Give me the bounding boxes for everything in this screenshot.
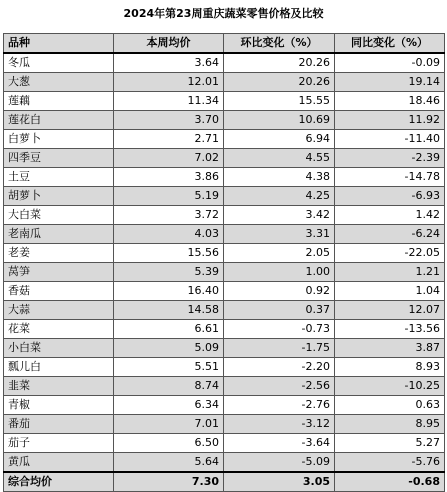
- cell-yoy-change: -6.93: [335, 187, 445, 206]
- cell-variety: 大葱: [4, 73, 114, 92]
- cell-variety: 瓢儿白: [4, 358, 114, 377]
- cell-variety: 莲花白: [4, 111, 114, 130]
- header-row: [4, 34, 445, 54]
- cell-yoy-change: 1.42: [335, 206, 445, 225]
- cell-yoy-change: -5.76: [335, 453, 445, 473]
- cell-avg-price: 15.56: [114, 244, 224, 263]
- summary-label: 综合均价: [4, 472, 114, 492]
- cell-wow-change: 20.26: [224, 73, 335, 92]
- cell-yoy-change: 18.46: [335, 92, 445, 111]
- cell-variety: 花菜: [4, 320, 114, 339]
- summary-row: [4, 472, 445, 492]
- cell-wow-change: 3.31: [224, 225, 335, 244]
- cell-wow-change: -1.75: [224, 339, 335, 358]
- table-row: [4, 244, 445, 263]
- table-row: [4, 320, 445, 339]
- cell-wow-change: 3.42: [224, 206, 335, 225]
- cell-wow-change: -2.76: [224, 396, 335, 415]
- cell-avg-price: 3.86: [114, 168, 224, 187]
- cell-wow-change: -2.20: [224, 358, 335, 377]
- summary-wow-change: 3.05: [224, 472, 335, 492]
- cell-variety: 土豆: [4, 168, 114, 187]
- cell-avg-price: 5.19: [114, 187, 224, 206]
- cell-variety: 小白菜: [4, 339, 114, 358]
- cell-avg-price: 6.34: [114, 396, 224, 415]
- table-row: [4, 111, 445, 130]
- table-row: [4, 415, 445, 434]
- cell-wow-change: 4.38: [224, 168, 335, 187]
- table-row: [4, 282, 445, 301]
- cell-variety: 大蒜: [4, 301, 114, 320]
- cell-variety: 白萝卜: [4, 130, 114, 149]
- cell-avg-price: 4.03: [114, 225, 224, 244]
- cell-avg-price: 5.09: [114, 339, 224, 358]
- cell-variety: 老姜: [4, 244, 114, 263]
- cell-wow-change: 15.55: [224, 92, 335, 111]
- table-row: [4, 453, 445, 473]
- cell-variety: 茄子: [4, 434, 114, 453]
- cell-variety: 青椒: [4, 396, 114, 415]
- cell-avg-price: 5.64: [114, 453, 224, 473]
- cell-variety: 老南瓜: [4, 225, 114, 244]
- cell-yoy-change: -14.78: [335, 168, 445, 187]
- summary-yoy-change: -0.68: [335, 472, 445, 492]
- cell-wow-change: 2.05: [224, 244, 335, 263]
- cell-yoy-change: 11.92: [335, 111, 445, 130]
- cell-variety: 莲藕: [4, 92, 114, 111]
- cell-yoy-change: 8.95: [335, 415, 445, 434]
- table-row: [4, 358, 445, 377]
- cell-wow-change: 20.26: [224, 53, 335, 73]
- table-row: [4, 225, 445, 244]
- cell-variety: 胡萝卜: [4, 187, 114, 206]
- header-week-on-week-change: 环比变化（%）: [224, 34, 335, 54]
- cell-yoy-change: 3.87: [335, 339, 445, 358]
- cell-avg-price: 3.72: [114, 206, 224, 225]
- cell-yoy-change: -2.39: [335, 149, 445, 168]
- table-row: [4, 301, 445, 320]
- cell-avg-price: 8.74: [114, 377, 224, 396]
- cell-avg-price: 14.58: [114, 301, 224, 320]
- cell-avg-price: 11.34: [114, 92, 224, 111]
- cell-avg-price: 3.70: [114, 111, 224, 130]
- cell-variety: 冬瓜: [4, 53, 114, 73]
- cell-yoy-change: -0.09: [335, 53, 445, 73]
- table-row: [4, 377, 445, 396]
- cell-yoy-change: 12.07: [335, 301, 445, 320]
- cell-variety: 韭菜: [4, 377, 114, 396]
- header-weekly-avg-price: 本周均价: [114, 34, 224, 54]
- cell-variety: 香菇: [4, 282, 114, 301]
- cell-variety: 莴笋: [4, 263, 114, 282]
- cell-yoy-change: 0.63: [335, 396, 445, 415]
- table-row: [4, 149, 445, 168]
- cell-avg-price: 3.64: [114, 53, 224, 73]
- table-row: [4, 53, 445, 73]
- table-row: [4, 92, 445, 111]
- cell-wow-change: 4.55: [224, 149, 335, 168]
- table-row: [4, 206, 445, 225]
- cell-variety: 番茄: [4, 415, 114, 434]
- cell-yoy-change: -6.24: [335, 225, 445, 244]
- cell-wow-change: 0.37: [224, 301, 335, 320]
- header-year-on-year-change: 同比变化（%）: [335, 34, 445, 54]
- cell-variety: 四季豆: [4, 149, 114, 168]
- header-variety: 品种: [4, 34, 114, 54]
- cell-avg-price: 2.71: [114, 130, 224, 149]
- table-title: 2024年第23周重庆蔬菜零售价格及比较: [123, 7, 324, 20]
- table-row: [4, 73, 445, 92]
- cell-yoy-change: 8.93: [335, 358, 445, 377]
- cell-yoy-change: 5.27: [335, 434, 445, 453]
- cell-yoy-change: 19.14: [335, 73, 445, 92]
- cell-avg-price: 5.39: [114, 263, 224, 282]
- cell-avg-price: 6.50: [114, 434, 224, 453]
- table-row: [4, 396, 445, 415]
- table-row: [4, 168, 445, 187]
- cell-wow-change: -2.56: [224, 377, 335, 396]
- vegetable-price-table: [3, 33, 445, 492]
- cell-wow-change: 1.00: [224, 263, 335, 282]
- cell-avg-price: 5.51: [114, 358, 224, 377]
- cell-wow-change: 10.69: [224, 111, 335, 130]
- cell-wow-change: 4.25: [224, 187, 335, 206]
- cell-variety: 大白菜: [4, 206, 114, 225]
- cell-variety: 黄瓜: [4, 453, 114, 473]
- cell-wow-change: -3.64: [224, 434, 335, 453]
- cell-yoy-change: -22.05: [335, 244, 445, 263]
- cell-avg-price: 7.01: [114, 415, 224, 434]
- cell-yoy-change: 1.21: [335, 263, 445, 282]
- table-row: [4, 434, 445, 453]
- cell-avg-price: 6.61: [114, 320, 224, 339]
- cell-yoy-change: -11.40: [335, 130, 445, 149]
- cell-wow-change: 0.92: [224, 282, 335, 301]
- cell-yoy-change: -10.25: [335, 377, 445, 396]
- cell-avg-price: 7.02: [114, 149, 224, 168]
- table-row: [4, 187, 445, 206]
- cell-avg-price: 16.40: [114, 282, 224, 301]
- table-row: [4, 263, 445, 282]
- cell-avg-price: 12.01: [114, 73, 224, 92]
- table-row: [4, 339, 445, 358]
- cell-wow-change: -3.12: [224, 415, 335, 434]
- cell-yoy-change: -13.56: [335, 320, 445, 339]
- cell-yoy-change: 1.04: [335, 282, 445, 301]
- table-row: [4, 130, 445, 149]
- cell-wow-change: -5.09: [224, 453, 335, 473]
- summary-avg-price: 7.30: [114, 472, 224, 492]
- cell-wow-change: 6.94: [224, 130, 335, 149]
- cell-wow-change: -0.73: [224, 320, 335, 339]
